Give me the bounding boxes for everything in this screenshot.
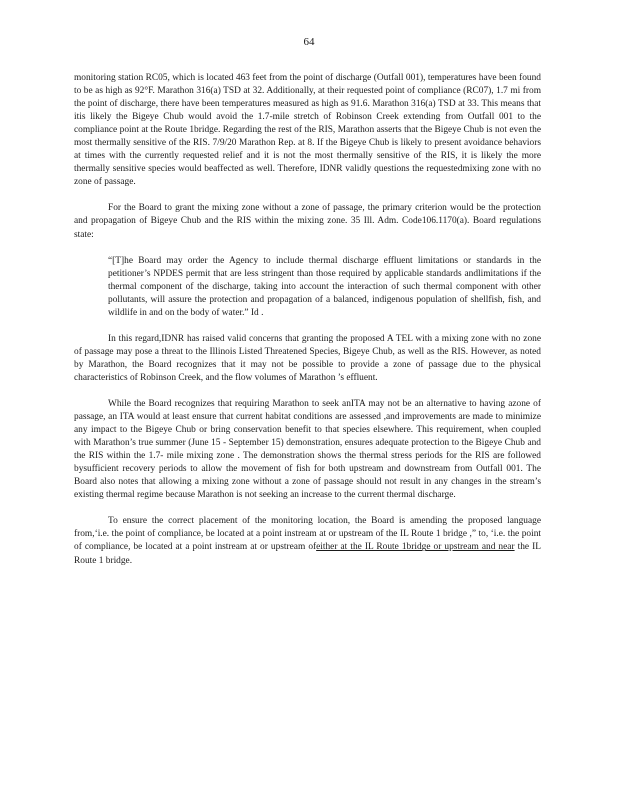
- paragraph-monitoring-location: [74, 515, 541, 567]
- underlined-amendment: either at the IL Route 1bridge or upstream and near: [316, 542, 515, 553]
- paragraph-idnr-concerns: In this regard,IDNR has raised valid concerns that granting the proposed A TEL with a mixing zone with no zone of passage may pose a threat to the Illinois Listed Threatened Species, Bigeye Chub, as well as the RIS. However, as noted by Marathon, the Board recognizes that it may not be possible to provide a zone of passage due to the physical characteristics of Robinson Creek, and the flow volumes of Marathon ’s effluent.: [74, 333, 541, 383]
- block-quote-board-regulations: “[T]he Board may order the Agency to include thermal discharge effluent limitations or standards in the petitioner’s NPDES permit that are less stringent than those required by applicable standards andlimitations if the thermal component of the discharge, taking into account the interaction of such thermal component with other pollutants, will assure the protection and propagation of a balanced, indigenous population of shellfish, fish, and wildlife in and on the body of water.” Id .: [108, 255, 541, 318]
- paragraph-temperature-findings: monitoring station RC05, which is located 463 feet from the point of discharge (Outfall 001), temperatures have been found to be as high as 92°F. Marathon 316(a) TSD at 32. Additionally, at their requested point of compliance (RC07), 1.7 mi from the point of discharge, there have been temperatures measured as high as 91.6. Marathon 316(a) TSD at 33. This means that itis likely the Bigeye Chub would avoid the 1.7-mile stretch of Robinson Creek extending from Outfall 001 to the compliance point at the Route 1bridge. Regarding the rest of the RIS, Marathon asserts that the Bigeye Chub is not even the most thermally sensitive of the RIS. 7/9/20 Marathon Rep. at 8. If the Bigeye Chub is likely to present avoidance behaviors at times with the currently requested relief and it is not the most thermally sensitive of the RIS, it is likely the more thermally sensitive species would beaffected as well. Therefore, IDNR validly questions the requestedmixing zone with no zone of passage.: [74, 73, 541, 188]
- paragraph-ita-requirement: While the Board recognizes that requiring Marathon to seek anITA may not be an alternative to having azone of passage, an ITA would at least ensure that current habitat conditions are assessed ,and improvements are made to minimize any impact to the Bigeye Chub or bring conservation benefit to that species elsewhere. This requirement, when coupled with Marathon’s true summer (June 15 - September 15) demonstration, ensures adequate protection to the Bigeye Chub and the RIS within the 1.7- mile mixing zone . The demonstration shows the thermal stress periods for the RIS are followed bysufficient recovery periods to allow the movement of fish for both upstream and downstream from Outfall 001. The Board also notes that allowing a mixing zone without a zone of passage should not result in any changes in the stream’s existing thermal regime because Marathon is not seeking an increase to the current thermal discharge.: [74, 398, 541, 501]
- amended-language-text: To ensure the correct placement of the monitoring location, the Board is amending the proposed language from,‘i.e. the point of compliance, be located at a point instream at or upstream of the IL Route 1 bridge ,” to, ‘i.e. the point of compliance, be located at a point instream at or upstream of: [74, 516, 541, 553]
- paragraph-mixing-zone-criterion: For the Board to grant the mixing zone without a zone of passage, the primary criterion would be the protection and propagation of Bigeye Chub and the RIS within the mixing zone. 35 Ill. Adm. Code106.1170(a). Board regulations state:: [74, 203, 541, 240]
- amended-language-end: the IL Route 1 bridge.: [74, 542, 541, 566]
- document-body: [74, 72, 541, 581]
- page-number: 64: [303, 36, 315, 48]
